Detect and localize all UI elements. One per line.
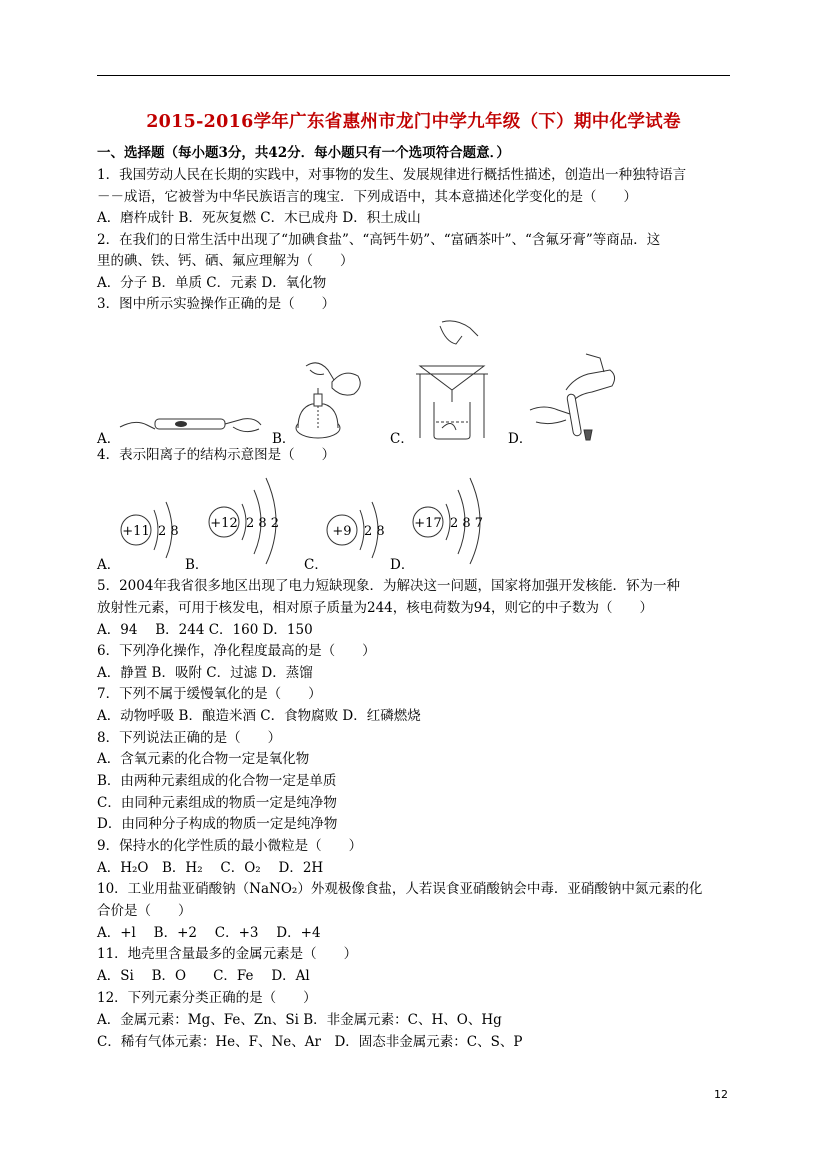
- page-title: 2015-2016学年广东省惠州市龙门中学九年级（下）期中化学试卷: [146, 112, 681, 132]
- q1-options: A．磨杵成针 B．死灰复燃 C．木已成舟 D．积土成山: [97, 210, 421, 226]
- q3-label-d: D．: [508, 431, 533, 447]
- q10-line2: 合价是（ ）: [97, 903, 192, 919]
- q4-a-nucleus: +11: [122, 524, 150, 539]
- q11-stem: 11．地壳里含量最多的金属元素是（ ）: [97, 946, 358, 962]
- q8-option-a: A．含氧元素的化合物一定是氧化物: [97, 751, 310, 767]
- q1-line1: 1．我国劳动人民在长期的实践中，对事物的发生、发展规律进行概括性描述，创造出一种独特语言: [97, 167, 687, 183]
- q4-diagram-d: [410, 474, 500, 564]
- q3-label-c: C．: [390, 431, 414, 447]
- q3-image-a: [115, 405, 265, 440]
- q12-stem: 12．下列元素分类正确的是（ ）: [97, 990, 317, 1006]
- q8-option-c: C．由同种元素组成的物质一定是纯净物: [97, 795, 337, 811]
- q4-label-d: D．: [390, 557, 415, 573]
- q2-line1: 2．在我们的日常生活中出现了“加碘食盐”、“高钙牛奶”、“富硒茶叶”、“含氟牙膏”等商品．这: [97, 232, 661, 248]
- page-number: 12: [714, 1088, 728, 1101]
- q6-options: A．静置 B．吸附 C．过滤 D．蒸馏: [97, 665, 313, 681]
- q9-stem: 9．保持水的化学性质的最小微粒是（ ）: [97, 838, 363, 854]
- q10-line1: 10．工业用盐亚硝酸钠（NaNO₂）外观极像食盐，人若误食亚硝酸钠会中毒．亚硝酸钠中氮元素的化: [97, 881, 703, 897]
- q1-line2: －－成语，它被誉为中华民族语言的瑰宝．下列成语中，其本意描述化学变化的是（ ）: [97, 189, 637, 205]
- q4-b-nucleus: +12: [210, 516, 238, 531]
- q5-line1: 5．2004年我省很多地区出现了电力短缺现象．为解决这一问题，国家将加强开发核能．钚为一种: [97, 578, 680, 594]
- q4-label-c: C．: [304, 557, 328, 573]
- q4-c-nucleus: +9: [332, 524, 352, 539]
- q11-options: A．Si B．O C．Fe D．Al: [97, 968, 310, 984]
- q3-label-b: B．: [272, 431, 296, 447]
- q4-label-a: A．: [97, 557, 121, 573]
- q3-image-b: [288, 358, 368, 440]
- q8-option-d: D．由同种分子构成的物质一定是纯净物: [97, 816, 338, 832]
- q12-options-line2: C．稀有气体元素：He、F、Ne、Ar D．固态非金属元素：C、S、P: [97, 1034, 523, 1050]
- q4-b-shells: 2 8 2: [246, 516, 280, 531]
- q3-image-d: [526, 350, 618, 442]
- section-heading: 一、选择题（每小题3分，共42分．每小题只有一个选项符合题意．）: [97, 145, 510, 161]
- q2-line2: 里的碘、铁、钙、硒、氟应理解为（ ）: [97, 253, 354, 269]
- header-rule: [97, 75, 730, 76]
- q5-line2: 放射性元素，可用于核发电，相对原子质量为244，核电荷数为94，则它的中子数为（ ）: [97, 600, 653, 616]
- q4-a-shells: 2 8: [158, 524, 179, 539]
- q4-d-shells: 2 8 7: [450, 516, 484, 531]
- q4-stem: 4．表示阳离子的结构示意图是（ ）: [97, 447, 336, 463]
- q12-options-line1: A．金属元素：Mg、Fe、Zn、Si B．非金属元素：C、H、O、Hg: [97, 1012, 502, 1028]
- q8-option-b: B．由两种元素组成的化合物一定是单质: [97, 773, 337, 789]
- q3-stem: 3．图中所示实验操作正确的是（ ）: [97, 296, 336, 312]
- q4-c-shells: 2 8: [364, 524, 385, 539]
- q4-diagram-c: [324, 492, 404, 562]
- q2-options: A．分子 B．单质 C．元素 D．氧化物: [97, 275, 327, 291]
- q3-image-c: [412, 318, 492, 440]
- q3-label-a: A．: [97, 431, 121, 447]
- q4-d-nucleus: +17: [414, 516, 442, 531]
- q10-options: A．+l B．+2 C．+3 D．+4: [97, 925, 321, 941]
- q5-options: A．94 B．244 C．160 D．150: [97, 622, 313, 638]
- q8-stem: 8．下列说法正确的是（ ）: [97, 730, 282, 746]
- q6-stem: 6．下列净化操作，净化程度最高的是（ ）: [97, 643, 376, 659]
- q4-diagram-b: [206, 474, 296, 564]
- q4-label-b: B．: [185, 557, 209, 573]
- q9-options: A．H₂O B．H₂ C．O₂ D．2H: [97, 860, 324, 876]
- q7-options: A．动物呼吸 B．酿造米酒 C．食物腐败 D．红磷燃烧: [97, 708, 421, 724]
- q4-diagram-a: [118, 492, 198, 562]
- q7-stem: 7．下列不属于缓慢氧化的是（ ）: [97, 686, 322, 702]
